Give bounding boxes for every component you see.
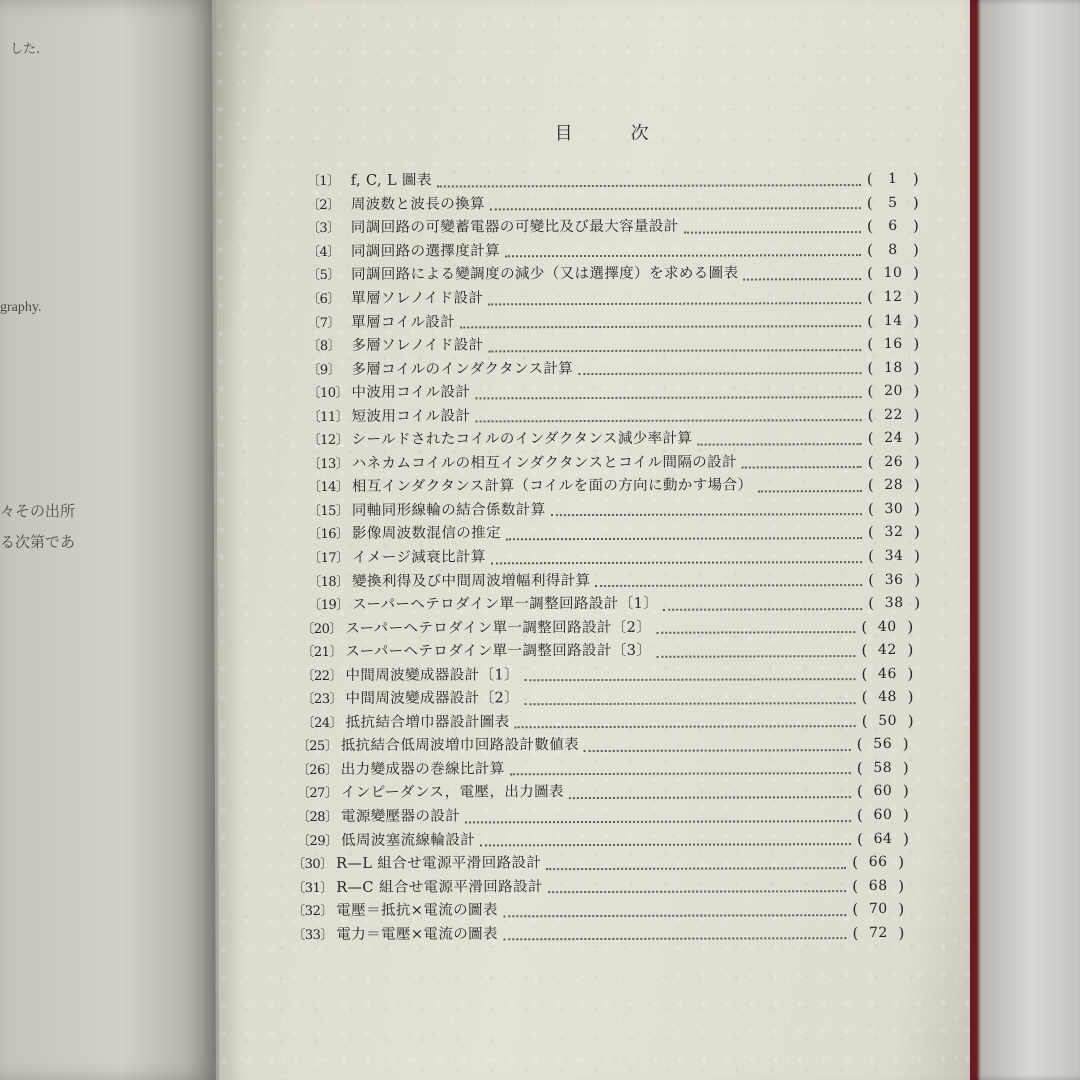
toc-item <box>307 262 920 288</box>
leader-dots <box>546 863 846 870</box>
close-parenthesis: ) <box>902 805 909 824</box>
close-parenthesis: ) <box>907 617 914 636</box>
leader-dots <box>505 250 861 257</box>
open-parenthesis: ( <box>852 900 859 919</box>
toc-title: スーパーヘテロダイン單一調整回路設計〔3〕 <box>345 643 652 661</box>
toc-page-number: 72 <box>868 924 888 941</box>
open-parenthesis: ( <box>868 594 875 613</box>
toc-page-number: 64 <box>873 830 893 847</box>
toc-number: 〔11〕 <box>307 409 349 425</box>
toc-item <box>307 239 920 265</box>
open-parenthesis: ( <box>867 476 874 495</box>
toc-item <box>307 380 920 406</box>
close-parenthesis: ) <box>898 923 905 942</box>
toc-item <box>307 215 920 241</box>
toc-title: 抵抗結合低周波増巾回路設計數値表 <box>340 737 580 755</box>
toc-number: 〔4〕 <box>306 244 340 260</box>
close-parenthesis: ) <box>902 735 909 754</box>
leader-dots <box>548 886 846 893</box>
toc-title: 多層コイルのインダクタンス計算 <box>351 360 574 378</box>
open-parenthesis: ( <box>867 452 874 471</box>
open-parenthesis: ( <box>857 829 863 848</box>
toc-number: 〔25〕 <box>296 739 338 755</box>
toc-title: 低周波塞流線輪設計 <box>341 832 476 849</box>
toc-title: 單層ソレノイド設計 <box>351 290 484 307</box>
leader-dots <box>503 910 846 917</box>
close-parenthesis: ) <box>913 429 920 448</box>
toc-page-number: 36 <box>884 571 904 588</box>
open-parenthesis: ( <box>852 876 859 895</box>
toc-page-number: 22 <box>884 406 903 423</box>
toc-title: 中間周波變成器設計〔2〕 <box>345 690 520 708</box>
toc-page-number: 50 <box>878 712 898 729</box>
toc-page-number: 66 <box>868 854 888 871</box>
leader-dots <box>460 321 861 328</box>
toc-title: 抵抗結合増巾器設計圖表 <box>345 714 510 731</box>
toc-title: 中間周波變成器設計〔1〕 <box>345 667 520 684</box>
toc-title: R—C 組合せ電源平滑回路設計 <box>336 878 543 896</box>
leader-dots <box>437 180 861 187</box>
toc-page-number: 60 <box>873 783 893 800</box>
open-parenthesis: ( <box>867 499 874 518</box>
toc-title: 影像周波数混信の推定 <box>351 525 501 543</box>
toc-number: 〔18〕 <box>308 574 349 590</box>
close-parenthesis: ) <box>913 476 920 495</box>
leader-dots <box>743 274 861 280</box>
toc-title: 同調回路の選擇度計算 <box>350 243 501 260</box>
open-parenthesis: ( <box>866 193 873 212</box>
toc-page-number: 34 <box>884 547 904 565</box>
leader-dots <box>584 745 851 752</box>
toc-item <box>297 780 910 806</box>
toc-item <box>308 521 921 547</box>
close-parenthesis: ) <box>913 452 920 471</box>
toc-item <box>302 686 915 712</box>
toc-title: 單層コイル設計 <box>351 314 456 331</box>
toc-item <box>297 733 910 759</box>
leader-dots <box>506 533 862 540</box>
toc-number: 〔33〕 <box>292 927 333 943</box>
open-parenthesis: ( <box>856 782 863 801</box>
page-title: 目次 <box>554 122 707 145</box>
toc-item <box>307 286 920 312</box>
toc-item <box>308 403 921 429</box>
toc-title: 電壓＝抵抗×電流の圖表 <box>336 902 498 920</box>
open-parenthesis: ( <box>861 641 868 660</box>
toc-number: 〔1〕 <box>306 174 340 190</box>
toc-page-number: 24 <box>884 430 904 447</box>
toc-item <box>308 545 921 571</box>
close-parenthesis: ) <box>913 358 920 377</box>
open-parenthesis: ( <box>852 853 859 872</box>
leader-dots <box>515 721 856 728</box>
open-parenthesis: ( <box>867 429 874 448</box>
leader-dots <box>491 557 862 564</box>
leader-dots <box>475 415 861 422</box>
toc-page-number: 14 <box>883 312 903 329</box>
open-parenthesis: ( <box>867 382 874 401</box>
toc-number: 〔28〕 <box>296 809 338 826</box>
toc-page-number: 40 <box>877 618 897 635</box>
toc-number: 〔12〕 <box>307 433 349 449</box>
toc-page-number: 58 <box>873 759 893 776</box>
open-parenthesis: ( <box>867 358 874 377</box>
toc-title: 電源變壓器の設計 <box>340 808 461 825</box>
close-parenthesis: ) <box>907 688 914 707</box>
toc-number: 〔22〕 <box>301 668 343 684</box>
leader-dots <box>489 345 862 352</box>
toc-item <box>292 874 905 900</box>
left-page-fragment: 々その出所 <box>0 502 76 520</box>
toc-page-number: 48 <box>878 689 897 706</box>
toc-number: 〔15〕 <box>307 503 349 519</box>
close-parenthesis: ) <box>913 382 920 401</box>
toc-page-number: 20 <box>884 383 903 400</box>
toc-item <box>301 639 914 665</box>
open-parenthesis: ( <box>856 735 863 754</box>
toc-number: 〔23〕 <box>301 692 343 708</box>
leader-dots <box>503 933 846 940</box>
toc-page-number: 42 <box>877 642 897 659</box>
toc-item <box>302 709 915 735</box>
toc-page-number: 12 <box>883 288 903 305</box>
toc-item <box>308 474 921 500</box>
toc-title: 中波用コイル設計 <box>351 384 471 402</box>
toc-number: 〔16〕 <box>307 527 349 543</box>
left-page <box>0 0 222 1080</box>
close-parenthesis: ) <box>913 405 920 424</box>
toc-title: 同調回路の可變蓄電器の可變比及び最大容量設計 <box>350 219 679 237</box>
toc-item <box>308 498 921 524</box>
toc-item <box>292 851 905 877</box>
close-parenthesis: ) <box>914 546 921 565</box>
leader-dots <box>475 392 861 399</box>
toc-number: 〔9〕 <box>307 362 341 378</box>
open-parenthesis: ( <box>852 923 859 942</box>
toc-title: 多層ソレノイド設計 <box>351 337 484 354</box>
toc-title: スーパーヘテロダイン單一調整回路設計〔1〕 <box>352 595 659 613</box>
open-parenthesis: ( <box>867 311 874 330</box>
close-parenthesis: ) <box>902 782 909 801</box>
toc-item <box>301 615 914 641</box>
close-parenthesis: ) <box>907 641 914 660</box>
left-page-fragment: る次第であ <box>0 533 76 551</box>
toc-item <box>307 168 920 194</box>
toc-title: 同調回路による變調度の減少（又は選擇度）を求める圖表 <box>351 265 739 284</box>
leader-dots <box>465 816 851 823</box>
leader-dots <box>490 203 861 210</box>
toc-number: 〔7〕 <box>307 315 341 331</box>
toc-page-number: 60 <box>873 806 893 824</box>
close-parenthesis: ) <box>912 217 919 236</box>
toc-number: 〔27〕 <box>296 786 338 802</box>
toc-title: シールドされたコイルのインダクタンス減少率計算 <box>351 430 693 449</box>
toc-item <box>307 333 920 359</box>
close-parenthesis: ) <box>914 570 921 589</box>
open-parenthesis: ( <box>856 806 863 825</box>
toc-title: ハネカムコイルの相互インダクタンスとコイル間隔の設計 <box>351 454 737 472</box>
leader-dots <box>510 769 851 776</box>
leader-dots <box>524 674 855 681</box>
leader-dots <box>656 651 855 658</box>
toc-page-number: 32 <box>884 524 904 541</box>
leader-dots <box>578 368 861 375</box>
toc-title: 出力變成器の巻線比計算 <box>340 761 505 778</box>
close-parenthesis: ) <box>907 711 914 730</box>
close-parenthesis: ) <box>913 240 919 259</box>
toc-page-number: 56 <box>873 736 893 753</box>
toc-number: 〔17〕 <box>308 550 349 567</box>
toc-item <box>308 592 921 618</box>
close-parenthesis: ) <box>913 287 920 306</box>
open-parenthesis: ( <box>866 217 873 236</box>
leader-dots <box>524 698 855 705</box>
close-parenthesis: ) <box>913 264 920 283</box>
toc-item <box>307 356 920 382</box>
toc-page-number: 26 <box>884 453 904 470</box>
toc-list <box>292 168 923 947</box>
toc-item <box>297 827 910 853</box>
toc-title: 相互インダクタンス計算（コイルを面の方向に動かす場合） <box>351 477 753 496</box>
close-parenthesis: ) <box>913 523 920 542</box>
table-of-contents-page <box>212 0 979 1080</box>
toc-number: 〔32〕 <box>292 904 333 920</box>
toc-number: 〔6〕 <box>307 291 340 308</box>
toc-page-number: 68 <box>868 877 888 894</box>
toc-page-number: 5 <box>888 194 898 211</box>
toc-page-number: 8 <box>888 241 898 258</box>
left-page-fragment: graphy. <box>0 300 42 315</box>
open-parenthesis: ( <box>861 711 868 730</box>
toc-item <box>297 804 910 830</box>
open-parenthesis: ( <box>856 759 863 778</box>
open-parenthesis: ( <box>868 570 875 589</box>
close-parenthesis: ) <box>907 664 914 683</box>
toc-number: 〔24〕 <box>301 715 343 731</box>
toc-number: 〔3〕 <box>306 221 340 237</box>
leader-dots <box>742 462 862 468</box>
left-page-fragment: した. <box>10 42 41 57</box>
open-parenthesis: ( <box>867 523 874 542</box>
toc-title: インピーダンス，電壓，出力圖表 <box>340 784 564 802</box>
toc-page-number: 1 <box>887 171 898 188</box>
toc-item <box>308 450 921 476</box>
toc-page-number: 70 <box>868 901 888 918</box>
open-parenthesis: ( <box>867 240 873 259</box>
leader-dots <box>480 839 851 846</box>
toc-page-number: 18 <box>883 359 903 376</box>
toc-number: 〔31〕 <box>292 880 333 896</box>
leader-dots <box>697 439 861 446</box>
toc-title: f, C, L 圖表 <box>350 172 432 190</box>
toc-item <box>297 757 910 783</box>
leader-dots <box>596 580 863 587</box>
open-parenthesis: ( <box>861 688 868 707</box>
close-parenthesis: ) <box>898 853 905 872</box>
leader-dots <box>684 227 861 234</box>
leader-dots <box>757 486 861 492</box>
toc-title: スーパーヘテロダイン單一調整回路設計〔2〕 <box>345 619 652 637</box>
toc-number: 〔8〕 <box>307 338 341 355</box>
leader-dots <box>488 298 861 305</box>
toc-page-number: 6 <box>888 218 898 235</box>
leader-dots <box>569 792 851 799</box>
open-parenthesis: ( <box>867 335 874 354</box>
open-parenthesis: ( <box>861 617 868 636</box>
toc-number: 〔5〕 <box>307 268 340 284</box>
toc-page-number: 10 <box>883 265 903 282</box>
close-parenthesis: ) <box>914 593 921 612</box>
toc-number: 〔21〕 <box>301 645 342 661</box>
toc-page-number: 38 <box>884 595 904 612</box>
toc-page-number: 46 <box>878 665 897 682</box>
toc-title: 短波用コイル設計 <box>351 408 471 425</box>
leader-dots <box>656 627 855 634</box>
toc-number: 〔2〕 <box>306 197 340 213</box>
open-parenthesis: ( <box>867 264 874 283</box>
book-cover-edge <box>970 0 1080 1080</box>
close-parenthesis: ) <box>898 876 905 895</box>
open-parenthesis: ( <box>867 405 874 424</box>
close-parenthesis: ) <box>913 334 920 353</box>
close-parenthesis: ) <box>912 193 919 212</box>
toc-number: 〔30〕 <box>292 857 333 873</box>
toc-number: 〔26〕 <box>296 762 338 778</box>
toc-item <box>292 898 905 924</box>
toc-title: イメージ減衰比計算 <box>352 549 486 566</box>
close-parenthesis: ) <box>913 499 920 518</box>
leader-dots <box>551 509 862 516</box>
open-parenthesis: ( <box>866 170 873 189</box>
toc-number: 〔29〕 <box>297 833 338 849</box>
toc-page-number: 16 <box>883 336 903 353</box>
close-parenthesis: ) <box>912 170 919 189</box>
close-parenthesis: ) <box>902 758 909 777</box>
leader-dots <box>663 604 862 611</box>
toc-item <box>301 662 914 688</box>
toc-title: R—L 組合せ電源平滑回路設計 <box>336 855 542 873</box>
toc-title: 同軸同形線輪の結合係数計算 <box>351 502 546 519</box>
toc-item <box>308 568 921 594</box>
open-parenthesis: ( <box>861 664 868 683</box>
toc-title: 變換利得及び中間周波増幅利得計算 <box>352 572 591 590</box>
open-parenthesis: ( <box>867 288 874 307</box>
toc-item <box>308 427 921 453</box>
toc-title: 電力＝電壓×電流の圖表 <box>336 926 498 943</box>
toc-item <box>292 921 905 947</box>
toc-number: 〔20〕 <box>301 621 342 637</box>
toc-page-number: 30 <box>884 500 904 517</box>
close-parenthesis: ) <box>898 900 905 919</box>
close-parenthesis: ) <box>903 829 909 848</box>
toc-item <box>307 191 920 217</box>
toc-title: 周波数と波長の換算 <box>350 196 485 213</box>
toc-number: 〔14〕 <box>307 480 349 496</box>
toc-number: 〔13〕 <box>307 456 349 472</box>
close-parenthesis: ) <box>913 311 920 330</box>
toc-number: 〔10〕 <box>307 386 349 402</box>
open-parenthesis: ( <box>868 547 875 566</box>
toc-item <box>307 309 920 335</box>
toc-page-number: 28 <box>884 477 904 494</box>
toc-number: 〔19〕 <box>308 597 349 614</box>
